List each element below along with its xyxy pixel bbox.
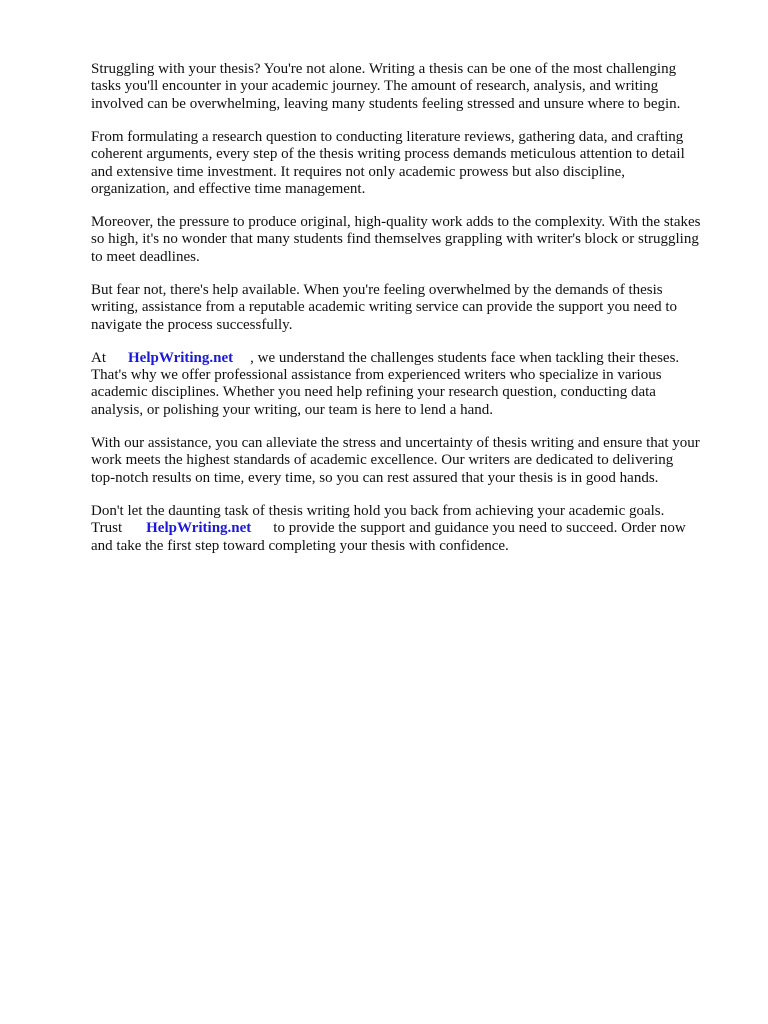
helpwriting-link[interactable]: HelpWriting.net <box>146 520 252 537</box>
paragraph-lead-text: At <box>91 349 106 366</box>
paragraph-call-to-action <box>91 503 731 555</box>
paragraph-rest-text: to provide the support and guidance you need to succeed. Order now and take the first step toward completing your thesis with confidence. <box>91 520 686 554</box>
paragraph-help-available: But fear not, there's help available. When you're feeling overwhelmed by the demands of thesis writing, assistance from a reputable academic writing service can provide the support you need to navigate the process successfully. <box>91 281 678 333</box>
paragraph-lead-text: Trust <box>91 520 123 537</box>
document-page <box>91 61 731 571</box>
paragraph-pressure: Moreover, the pressure to produce original, high-quality work adds to the complexity. With the stakes so high, it's no wonder that many students find themselves grappling with writer's block or struggling to meet deadlines. <box>91 214 701 265</box>
paragraph-first-line: Don't let the daunting task of thesis writing hold you back from achieving your academic goals. <box>91 502 665 519</box>
paragraph-thesis-process: From formulating a research question to conducting literature reviews, gathering data, and crafting coherent arguments, every step of the thesis writing process demands meticulous attention to detail and extensive time investment. It requires not only academic prowess but also discipline, organization, and effective time management. <box>91 128 685 198</box>
paragraph-struggling: Struggling with your thesis? You're not alone. Writing a thesis can be one of the most challenging tasks you'll encounter in your academic journey. The amount of research, analysis, and writing involved can be overwhelming, leaving many students feeling stressed and unsure where to begin. <box>91 61 681 112</box>
paragraph-assistance: With our assistance, you can alleviate the stress and uncertainty of thesis writing and ensure that your work meets the highest standards of academic excellence. Our writers are dedicated to delivering top-notch results on time, every time, so you can rest assured that your thesis is in good hands. <box>91 434 700 486</box>
paragraph-about-service <box>91 350 731 420</box>
paragraph-rest-text: , we understand the challenges students face when tackling their theses. That's why we offer professional assistance from experienced writers who specialize in various academic disciplines. Whether you need help refining your research question, conducting data analysis, or polishing your writing, our team is here to lend a hand. <box>91 349 680 418</box>
helpwriting-link[interactable]: HelpWriting.net <box>128 349 234 366</box>
